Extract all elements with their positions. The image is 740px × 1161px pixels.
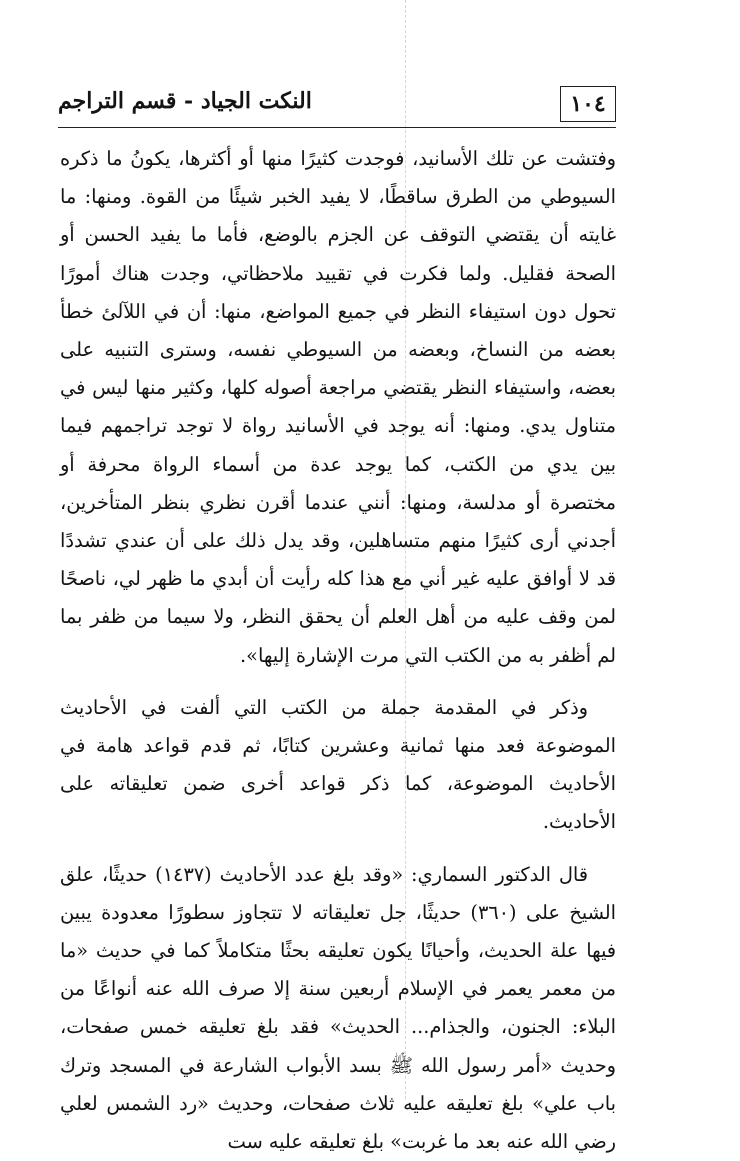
header-rule [58,127,616,128]
running-title: النكت الجياد - قسم التراجم [58,88,312,114]
page-number: ١٠٤ [560,86,616,122]
paragraph-3: قال الدكتور السماري: «وقد بلغ عدد الأحاديث (١٤٣٧) حديثًا، علق الشيخ على (٣٦٠) حديثًا، جل تعليقاته لا تتجاوز سطورًا معدودة يبين فيها علة الحديث، وأحيانًا يكون تعليقه بحثًا متكاملاً كما في حديث «ما من معمر يعمر في الإسلام أربعين سنة إلا صرف الله عنه أنواعًا من البلاء: الجنون، والجذام... الحديث» فقد بلغ تعليقه خمس صفحات، وحديث «أمر رسول الله ﷺ بسد الأبواب الشارعة في المسجد وترك باب علي» بلغ تعليقه عليه ثلاث صفحات، وحديث «رد الشمس لعلي رضي الله عنه بعد ما غربت» بلغ تعليقه عليه ست [60,862,616,1154]
page-header [58,84,616,128]
body-text [60,140,616,1154]
paragraph-2: وذكر في المقدمة جملة من الكتب التي ألفت في الأحاديث الموضوعة فعد منها ثمانية وعشرين كتابًا، ثم قدم قواعد هامة في الأحاديث الموضوعة، كما ذكر قواعد أخرى ضمن تعليقاته على الأحاديث. [60,695,616,834]
paragraph-1: وفتشت عن تلك الأسانيد، فوجدت كثيرًا منها أو أكثرها، يكونُ ما ذكره السيوطي من الطرق ساقطًا، لا يفيد الخبر شيئًا من القوة. ومنها: ما غايته أن يقتضي التوقف عن الجزم بالوضع، فأما ما يفيد الحسن أو الصحة فقليل. ولما فكرت في تقييد ملاحظاتي، وجدت هناك أمورًا تحول دون استيفاء النظر في جميع المواضع، منها: أن في اللآلئ خطأ بعضه من النساخ، وبعضه من السيوطي نفسه، وسترى التنبيه على بعضه، واستيفاء النظر يقتضي مراجعة أصوله كلها، وكثير منها ليس في متناول يدي. ومنها: أنه يوجد في الأسانيد رواة لا توجد تراجمهم فيما بين يدي من الكتب، كما يوجد عدة من أسماء الرواة محرفة أو مختصرة أو مدلسة، ومنها: أنني عندما أقرن نظري بنظر المتأخرين، أجدني أرى كثيرًا منهم متساهلين، وقد يدل ذلك على أن عندي تشددًا قد لا أوافق عليه غير أني مع هذا كله رأيت أن أبدي ما ظهر لي، ناصحًا لمن وقف عليه من أهل العلم أن يحقق النظر، ولا سيما من ظفر بما لم أظفر به من الكتب التي مرت الإشارة إليها». [60,147,616,667]
